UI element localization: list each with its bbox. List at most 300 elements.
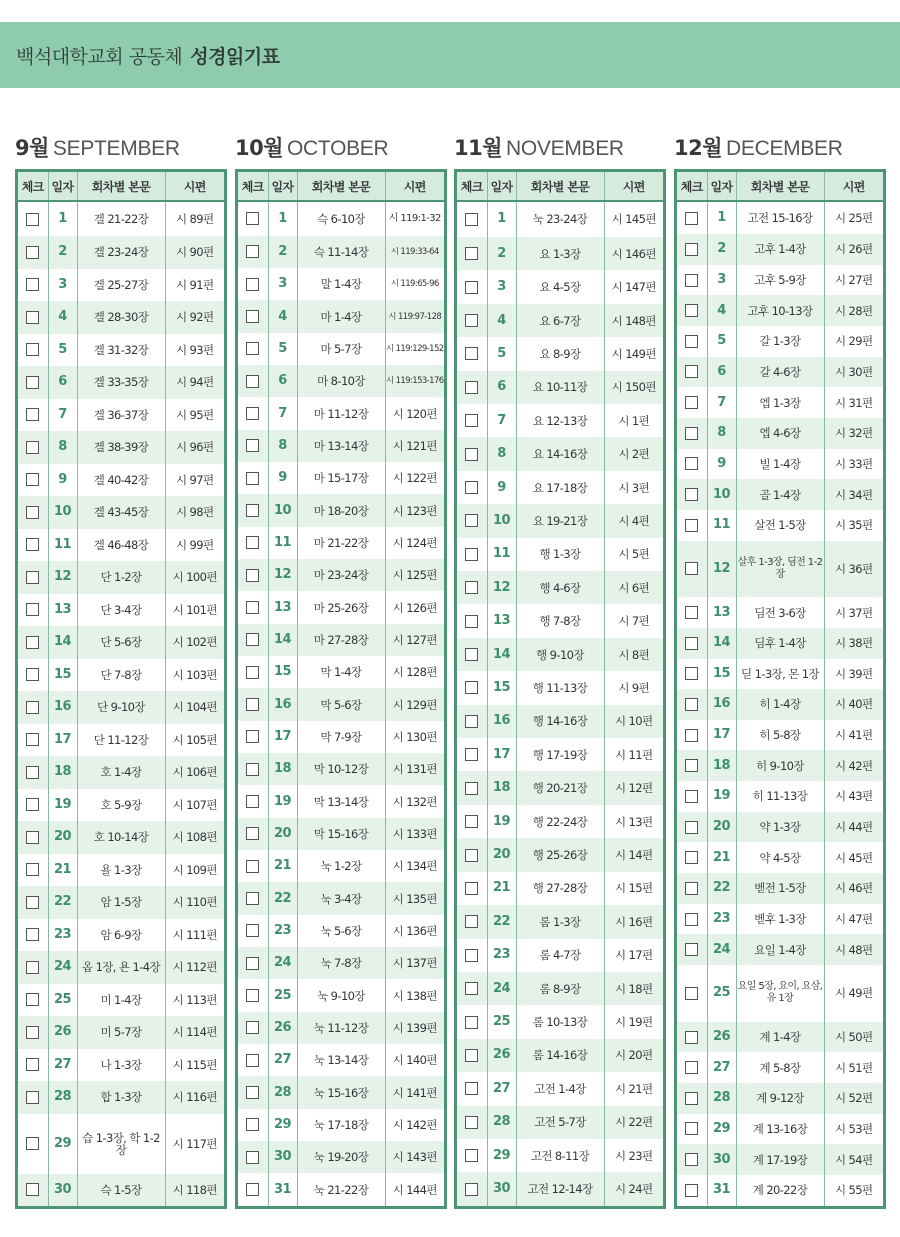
checkbox[interactable] [26, 1026, 39, 1039]
checkbox[interactable] [465, 381, 478, 394]
reading-cell: 고전 1-4장 [516, 1072, 604, 1105]
reading-cell: 눅 7-8장 [297, 947, 385, 979]
psalm-cell: 시 135편 [385, 882, 444, 914]
checkbox[interactable] [685, 1092, 698, 1105]
day-cell: 19 [707, 781, 736, 812]
day-cell: 23 [268, 915, 297, 947]
month-number: 10월 [235, 136, 284, 160]
checkbox[interactable] [465, 1082, 478, 1095]
checkbox[interactable] [685, 562, 698, 575]
day-cell: 21 [48, 854, 77, 887]
checkbox[interactable] [465, 1183, 478, 1196]
reading-cell: 단 3-4장 [77, 594, 165, 627]
table-row [238, 527, 444, 559]
reading-cell: 벧후 1-3장 [736, 904, 824, 935]
psalm-cell: 시 141편 [385, 1076, 444, 1108]
table-row [677, 1083, 883, 1114]
day-cell: 14 [48, 626, 77, 659]
table-row [18, 496, 224, 529]
check-cell [457, 705, 487, 738]
table-row [18, 626, 224, 659]
checkbox[interactable] [26, 831, 39, 844]
day-cell: 16 [48, 691, 77, 724]
checkbox[interactable] [246, 633, 259, 646]
psalm-cell: 시 139편 [385, 1012, 444, 1044]
check-cell [18, 756, 48, 789]
psalm-cell: 시 35편 [834, 518, 873, 533]
reading-cell: 호 1-4장 [77, 756, 165, 789]
checkbox[interactable] [685, 851, 698, 864]
checkbox[interactable] [685, 1153, 698, 1166]
table-row [677, 449, 883, 480]
checkbox[interactable] [246, 666, 259, 679]
month-title [15, 132, 227, 164]
reading-table [454, 169, 666, 1209]
table-row [457, 337, 663, 370]
check-cell [238, 624, 268, 656]
check-cell [18, 951, 48, 984]
checkbox[interactable] [246, 1183, 259, 1196]
check-cell [18, 919, 48, 952]
day-cell: 24 [487, 972, 516, 1005]
table-row [677, 265, 883, 296]
checkbox[interactable] [26, 668, 39, 681]
checkbox[interactable] [26, 733, 39, 746]
day-cell: 30 [707, 1144, 736, 1175]
day-cell: 11 [707, 510, 736, 541]
checkbox[interactable] [465, 982, 478, 995]
day-cell: 5 [707, 326, 736, 357]
psalm-cell: 시 11편 [614, 747, 653, 762]
checkbox[interactable] [685, 243, 698, 256]
day-cell: 16 [707, 689, 736, 720]
checkbox[interactable] [246, 795, 259, 808]
table-row [457, 1172, 663, 1206]
day-cell: 27 [487, 1072, 516, 1105]
day-cell: 5 [268, 333, 297, 365]
checkbox[interactable] [246, 1151, 259, 1164]
checkbox[interactable] [246, 860, 259, 873]
check-cell [457, 671, 487, 704]
col-check: 체크 [18, 172, 48, 201]
checkbox[interactable] [26, 896, 39, 909]
checkbox[interactable] [685, 427, 698, 440]
table-row [457, 538, 663, 571]
checkbox[interactable] [246, 1021, 259, 1034]
checkbox[interactable] [26, 961, 39, 974]
checkbox[interactable] [246, 698, 259, 711]
check-cell [677, 965, 707, 1022]
reading-cell: 습 1-3장, 학 1-2장 [77, 1114, 165, 1174]
checkbox[interactable] [685, 987, 698, 1000]
table-row [238, 656, 444, 688]
checkbox[interactable] [26, 766, 39, 779]
checkbox[interactable] [26, 798, 39, 811]
checkbox[interactable] [465, 514, 478, 527]
checkbox[interactable] [685, 698, 698, 711]
check-cell [18, 561, 48, 594]
checkbox[interactable] [465, 949, 478, 962]
reading-cell: 요 6-7장 [516, 304, 604, 337]
col-reading: 회차별 본문 [516, 172, 604, 201]
day-cell: 23 [48, 919, 77, 952]
checkbox[interactable] [246, 1086, 259, 1099]
checkbox[interactable] [685, 1061, 698, 1074]
checkbox[interactable] [246, 601, 259, 614]
psalm-cell: 시 23편 [614, 1148, 653, 1163]
reading-cell: 겔 28-30장 [77, 301, 165, 334]
check-cell [457, 270, 487, 303]
psalm-cell: 시 10편 [604, 705, 663, 738]
day-cell: 8 [268, 430, 297, 462]
checkbox[interactable] [26, 571, 39, 584]
check-cell [238, 236, 268, 268]
checkbox[interactable] [685, 365, 698, 378]
checkbox[interactable] [246, 1054, 259, 1067]
checkbox[interactable] [26, 603, 39, 616]
checkbox[interactable] [465, 715, 478, 728]
reading-cell: 행 20-21장 [516, 771, 604, 804]
reading-cell: 살후 1-3장, 딤전 1-2장 [736, 541, 824, 598]
table-row [677, 1175, 883, 1206]
psalm-cell: 시 98편 [165, 496, 224, 529]
reading-cell: 롬 4-7장 [516, 939, 604, 972]
checkbox[interactable] [465, 1149, 478, 1162]
checkbox[interactable] [246, 472, 259, 485]
checkbox[interactable] [685, 304, 698, 317]
checkbox[interactable] [26, 376, 39, 389]
reading-cell: 고후 5-9장 [736, 265, 824, 296]
checkbox[interactable] [465, 815, 478, 828]
checkbox[interactable] [465, 247, 478, 260]
checkbox[interactable] [685, 1031, 698, 1044]
day-cell: 6 [707, 357, 736, 388]
check-cell [677, 510, 707, 541]
table-row [457, 1106, 663, 1139]
day-cell: 27 [48, 1049, 77, 1082]
checkbox[interactable] [246, 504, 259, 517]
table-row [677, 1114, 883, 1145]
checkbox[interactable] [26, 928, 39, 941]
psalm-cell: 시 133편 [385, 818, 444, 850]
checkbox[interactable] [465, 748, 478, 761]
check-cell [677, 449, 707, 480]
checkbox[interactable] [465, 481, 478, 494]
checkbox[interactable] [26, 1058, 39, 1071]
checkbox[interactable] [26, 506, 39, 519]
psalm-cell: 시 136편 [392, 923, 437, 938]
check-cell [18, 984, 48, 1017]
psalm-cell: 시 127편 [385, 624, 444, 656]
check-cell [238, 947, 268, 979]
day-cell: 26 [707, 1022, 736, 1053]
checkbox[interactable] [685, 667, 698, 680]
check-cell [18, 269, 48, 302]
psalm-cell: 시 125편 [385, 559, 444, 591]
check-cell [457, 538, 487, 571]
checkbox[interactable] [465, 882, 478, 895]
day-cell: 9 [48, 464, 77, 497]
table-row [457, 571, 663, 604]
psalm-cell: 시 93편 [175, 342, 214, 357]
checkbox[interactable] [246, 1118, 259, 1131]
check-cell [238, 494, 268, 526]
checkbox[interactable] [465, 414, 478, 427]
day-cell: 3 [707, 265, 736, 296]
day-cell: 16 [268, 688, 297, 720]
checkbox[interactable] [26, 1183, 39, 1196]
reading-cell: 눅 9-10장 [297, 979, 385, 1011]
day-cell: 14 [268, 624, 297, 656]
psalm-cell: 시 91편 [175, 277, 214, 292]
checkbox[interactable] [26, 343, 39, 356]
checkbox[interactable] [685, 790, 698, 803]
reading-cell: 단 11-12장 [77, 724, 165, 757]
day-cell: 17 [48, 724, 77, 757]
checkbox[interactable] [26, 213, 39, 226]
checkbox[interactable] [246, 569, 259, 582]
psalm-cell: 시 40편 [824, 689, 883, 720]
table-row [457, 1072, 663, 1105]
col-psalm: 시편 [385, 172, 444, 201]
reading-cell: 단 7-8장 [77, 659, 165, 692]
checkbox[interactable] [465, 681, 478, 694]
col-psalm: 시편 [165, 172, 224, 201]
checkbox[interactable] [26, 246, 39, 259]
table-row [238, 559, 444, 591]
check-cell [18, 236, 48, 269]
check-cell [18, 659, 48, 692]
table-row [18, 529, 224, 562]
psalm-cell: 시 22편 [604, 1106, 663, 1139]
checkbox[interactable] [685, 637, 698, 650]
checkbox[interactable] [246, 730, 259, 743]
check-cell [238, 721, 268, 753]
checkbox[interactable] [26, 408, 39, 421]
checkbox[interactable] [685, 882, 698, 895]
checkbox[interactable] [465, 1116, 478, 1129]
checkbox[interactable] [685, 729, 698, 742]
checkbox[interactable] [26, 278, 39, 291]
psalm-cell: 시 4편 [604, 504, 663, 537]
table-row [677, 1144, 883, 1175]
psalm-cell: 시 112편 [165, 951, 224, 984]
psalm-cell: 시 110편 [165, 886, 224, 919]
checkbox[interactable] [465, 1049, 478, 1062]
checkbox[interactable] [246, 407, 259, 420]
checkbox[interactable] [246, 375, 259, 388]
checkbox[interactable] [685, 606, 698, 619]
day-cell: 20 [707, 812, 736, 843]
checkbox[interactable] [246, 245, 259, 258]
table-row [18, 464, 224, 497]
check-cell [18, 496, 48, 529]
checkbox[interactable] [246, 439, 259, 452]
table-row [238, 333, 444, 365]
check-cell [457, 638, 487, 671]
check-cell [457, 905, 487, 938]
table-row [18, 789, 224, 822]
checkbox[interactable] [685, 759, 698, 772]
table-row [457, 738, 663, 771]
checkbox[interactable] [465, 213, 478, 226]
psalm-cell: 시 143편 [385, 1141, 444, 1173]
checkbox[interactable] [465, 915, 478, 928]
check-cell [457, 471, 487, 504]
checkbox[interactable] [26, 1137, 39, 1150]
psalm-cell: 시 50편 [824, 1022, 883, 1053]
reading-cell: 고전 8-11장 [516, 1139, 604, 1172]
psalm-cell: 시 17편 [614, 948, 653, 963]
day-cell: 10 [707, 479, 736, 510]
checkbox[interactable] [26, 993, 39, 1006]
checkbox[interactable] [246, 310, 259, 323]
table-row [238, 688, 444, 720]
reading-cell: 눅 17-18장 [297, 1109, 385, 1141]
checkbox[interactable] [26, 538, 39, 551]
checkbox[interactable] [685, 488, 698, 501]
reading-cell: 행 1-3장 [516, 538, 604, 571]
day-cell: 10 [487, 504, 516, 537]
psalm-cell: 시 106편 [165, 756, 224, 789]
reading-cell: 빌 1-4장 [736, 449, 824, 480]
checkbox[interactable] [246, 763, 259, 776]
psalm-cell: 시 121편 [385, 430, 444, 462]
reading-cell: 마 13-14장 [297, 430, 385, 462]
check-cell [18, 1016, 48, 1049]
day-cell: 3 [487, 270, 516, 303]
checkbox[interactable] [26, 636, 39, 649]
reading-cell: 엡 4-6장 [736, 418, 824, 449]
checkbox[interactable] [685, 274, 698, 287]
psalm-cell: 시 148편 [604, 304, 663, 337]
table-row [238, 236, 444, 268]
reading-cell: 겔 36-37장 [77, 399, 165, 432]
day-cell: 24 [707, 934, 736, 965]
table-row [18, 334, 224, 367]
reading-cell: 롬 10-13장 [516, 1005, 604, 1038]
checkbox[interactable] [26, 441, 39, 454]
checkbox[interactable] [465, 1016, 478, 1029]
day-cell: 11 [487, 538, 516, 571]
reading-cell: 히 1-4장 [736, 689, 824, 720]
checkbox[interactable] [246, 342, 259, 355]
reading-cell: 요 19-21장 [516, 504, 604, 537]
check-cell [457, 604, 487, 637]
reading-cell: 히 11-13장 [736, 781, 824, 812]
checkbox[interactable] [685, 913, 698, 926]
checkbox[interactable] [465, 448, 478, 461]
checkbox[interactable] [26, 1091, 39, 1104]
day-cell: 8 [48, 431, 77, 464]
checkbox[interactable] [246, 278, 259, 291]
psalm-cell: 시 102편 [165, 626, 224, 659]
checkbox[interactable] [685, 457, 698, 470]
check-cell [457, 504, 487, 537]
check-cell [677, 1175, 707, 1206]
day-cell: 8 [707, 418, 736, 449]
month-english: NOVEMBER [506, 137, 624, 160]
psalm-cell: 시 49편 [834, 986, 873, 1001]
checkbox[interactable] [685, 1122, 698, 1135]
checkbox[interactable] [246, 989, 259, 1002]
check-cell [18, 886, 48, 919]
day-cell: 30 [48, 1174, 77, 1207]
checkbox[interactable] [685, 943, 698, 956]
table-row [238, 818, 444, 850]
reading-cell: 롬 1-3장 [516, 905, 604, 938]
psalm-cell: 시 95편 [175, 407, 214, 422]
checkbox[interactable] [685, 396, 698, 409]
checkbox[interactable] [246, 212, 259, 225]
check-cell [457, 771, 487, 804]
checkbox[interactable] [246, 892, 259, 905]
checkbox[interactable] [685, 519, 698, 532]
day-cell: 25 [268, 979, 297, 1011]
checkbox[interactable] [246, 924, 259, 937]
reading-cell: 계 5-8장 [736, 1052, 824, 1083]
reading-cell: 딛 1-3장, 몬 1장 [736, 659, 824, 690]
day-cell: 7 [707, 387, 736, 418]
table-row [18, 1016, 224, 1049]
checkbox[interactable] [685, 1184, 698, 1197]
checkbox[interactable] [685, 212, 698, 225]
checkbox[interactable] [465, 347, 478, 360]
day-cell: 20 [48, 821, 77, 854]
reading-cell: 계 9-12장 [736, 1083, 824, 1114]
checkbox[interactable] [465, 314, 478, 327]
checkbox[interactable] [246, 827, 259, 840]
day-cell: 11 [268, 527, 297, 559]
checkbox[interactable] [685, 335, 698, 348]
day-cell: 24 [48, 951, 77, 984]
table-row [238, 430, 444, 462]
checkbox[interactable] [465, 782, 478, 795]
psalm-cell: 시 53편 [834, 1121, 873, 1136]
psalm-cell: 시 24편 [604, 1172, 663, 1206]
day-cell: 11 [48, 529, 77, 562]
day-cell: 13 [487, 604, 516, 637]
checkbox[interactable] [465, 581, 478, 594]
checkbox[interactable] [465, 281, 478, 294]
checkbox[interactable] [465, 615, 478, 628]
table-row [18, 919, 224, 952]
table-row [457, 1039, 663, 1072]
check-cell [238, 1076, 268, 1108]
checkbox[interactable] [26, 701, 39, 714]
psalm-cell: 시 52편 [824, 1083, 883, 1114]
checkbox[interactable] [685, 821, 698, 834]
check-cell [677, 295, 707, 326]
reading-cell: 말 1-4장 [297, 268, 385, 300]
checkbox[interactable] [246, 957, 259, 970]
checkbox[interactable] [26, 863, 39, 876]
table-row [457, 939, 663, 972]
table-row [18, 1081, 224, 1114]
checkbox[interactable] [246, 536, 259, 549]
reading-cell: 행 27-28장 [516, 872, 604, 905]
checkbox[interactable] [465, 849, 478, 862]
check-cell [677, 234, 707, 265]
checkbox[interactable] [26, 311, 39, 324]
check-cell [457, 304, 487, 337]
checkbox[interactable] [465, 548, 478, 561]
reading-cell: 나 1-3장 [77, 1049, 165, 1082]
day-cell: 3 [48, 269, 77, 302]
day-cell: 29 [48, 1114, 77, 1174]
checkbox[interactable] [465, 648, 478, 661]
checkbox[interactable] [26, 473, 39, 486]
